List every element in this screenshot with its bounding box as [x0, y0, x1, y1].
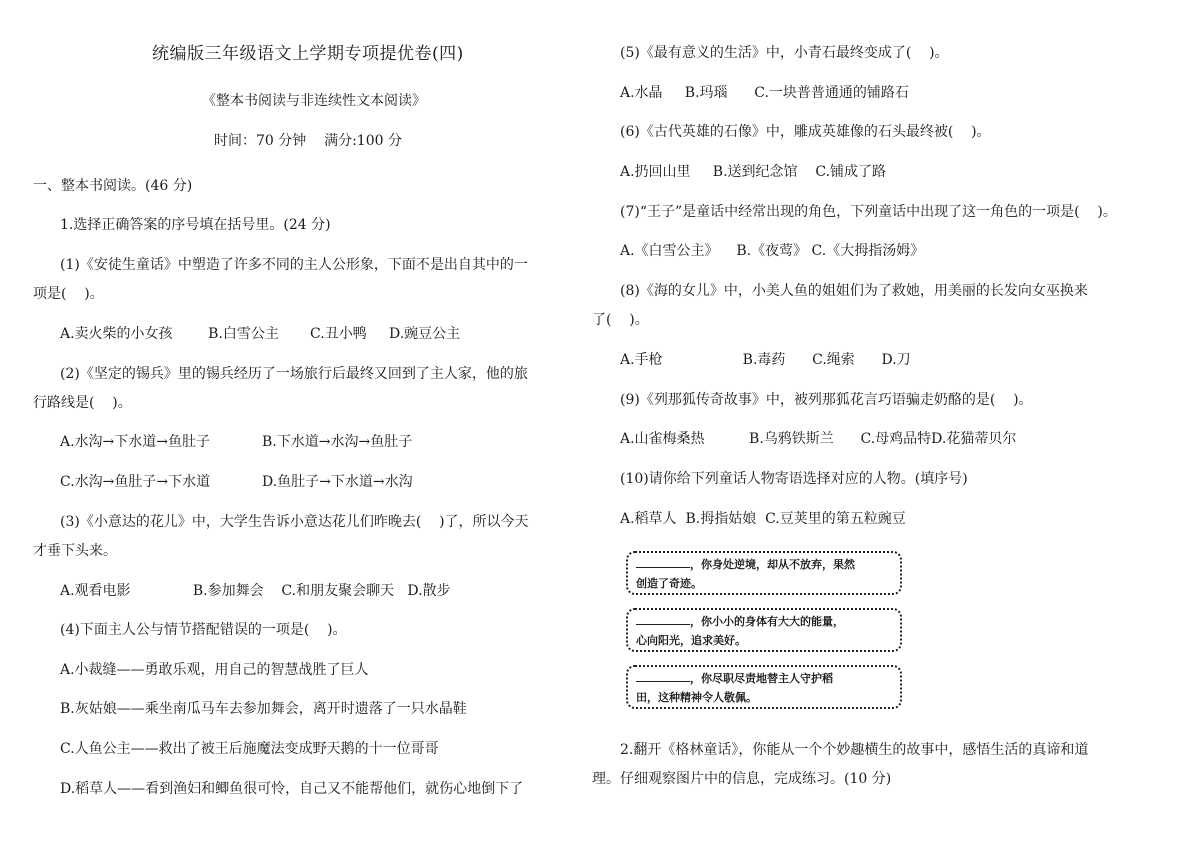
time-info: 时间：70 分钟 满分:100 分: [214, 133, 402, 149]
q9-stem: (9)《列那狐传奇故事》中，被列那狐花言巧语骗走奶酪的是( )。: [620, 392, 1033, 408]
box2-line1: ，你小小的身体有大大的能量，: [690, 615, 844, 628]
q1-options: A.卖火柴的小女孩 B.白雪公主 C.丑小鸭 D.豌豆公主: [60, 326, 461, 342]
message-box-1: [626, 551, 902, 595]
q3-options: A.观看电影 B.参加舞会 C.和朋友聚会聊天 D.散步: [60, 583, 451, 599]
q6-options: A.扔回山里 B.送到纪念馆 C.铺成了路: [620, 164, 887, 180]
q2-section-line1: 2.翻开《格林童话》，你能从一个个妙趣横生的故事中，感悟生活的真谛和道: [620, 742, 1089, 758]
answer-blank[interactable]: [636, 555, 690, 568]
q2-option-d: D.鱼肚子→下水道→水沟: [262, 474, 413, 490]
q8-stem-line2: 了( )。: [592, 312, 649, 328]
page-subtitle: 《整本书阅读与非连续性文本阅读》: [202, 93, 426, 109]
q4-stem: (4)下面主人公与情节搭配错误的一项是( )。: [60, 622, 347, 638]
box1-line1: ，你身处逆境，却从不放弃，果然: [690, 558, 855, 571]
q2-section-line2: 理。仔细观察图片中的信息，完成练习。(10 分): [592, 771, 892, 787]
box3-line2: 田，这种精神令人敬佩。: [636, 691, 757, 704]
q2-stem-line1: (2)《坚定的锡兵》里的锡兵经历了一场旅行后最终又回到了主人家，他的旅: [60, 366, 528, 382]
q4-option-b: B.灰姑娘——乘坐南瓜马车去参加舞会，离开时遗落了一只水晶鞋: [60, 701, 467, 717]
q1-stem-line2: 项是( )。: [33, 286, 104, 302]
q8-options: A.手枪 B.毒药 C.绳索 D.刀: [620, 352, 911, 368]
answer-blank[interactable]: [636, 669, 690, 682]
section-heading: 一、整本书阅读。(46 分): [33, 178, 193, 194]
message-box-3: [626, 665, 902, 709]
q3-stem-line2: 才垂下头来。: [33, 543, 117, 559]
q2-option-c: C.水沟→鱼肚子→下水道: [60, 474, 211, 490]
q4-option-a: A.小裁缝——勇敢乐观，用自己的智慧战胜了巨人: [60, 662, 369, 678]
q3-stem-line1: (3)《小意达的花儿》中，大学生告诉小意达花儿们昨晚去( )了，所以今天: [60, 514, 529, 530]
message-box-2: [626, 608, 902, 652]
q10-options: A.稻草人 B.拇指姑娘 C.豆荚里的第五粒豌豆: [620, 511, 906, 527]
q2-option-b: B.下水道→水沟→鱼肚子: [262, 434, 413, 450]
q10-stem: (10)请你给下列童话人物寄语选择对应的人物。(填序号): [620, 471, 968, 487]
page-title: 统编版三年级语文上学期专项提优卷(四): [152, 44, 464, 64]
q5-stem: (5)《最有意义的生活》中，小青石最终变成了( )。: [620, 45, 949, 61]
answer-blank[interactable]: [636, 612, 690, 625]
box3-line1: ，你尽职尽责地替主人守护稻: [690, 672, 833, 685]
q7-stem: (7)“王子”是童话中经常出现的角色，下列童话中出现了这一角色的一项是( )。: [620, 204, 1117, 220]
q9-options: A.山雀梅桑热 B.乌鸦铁斯兰 C.母鸡品特D.花猫蒂贝尔: [620, 431, 1017, 447]
q4-option-c: C.人鱼公主——救出了被王后施魔法变成野天鹅的十一位哥哥: [60, 741, 439, 757]
q1-stem-line1: (1)《安徒生童话》中塑造了许多不同的主人公形象，下面不是出自其中的一: [60, 257, 528, 273]
box2-line2: 心向阳光，追求美好。: [636, 634, 746, 647]
q2-stem-line2: 行路线是( )。: [33, 395, 132, 411]
q5-options: A.水晶 B.玛瑙 C.一块普普通通的铺路石: [620, 85, 909, 101]
q1-intro: 1.选择正确答案的序号填在括号里。(24 分): [60, 217, 331, 233]
box1-line2: 创造了奇迹。: [636, 577, 702, 590]
q6-stem: (6)《古代英雄的石像》中，雕成英雄像的石头最终被( )。: [620, 124, 991, 140]
q2-option-a: A.水沟→下水道→鱼肚子: [60, 434, 211, 450]
q8-stem-line1: (8)《海的女儿》中，小美人鱼的姐姐们为了救她，用美丽的长发向女巫换来: [620, 283, 1088, 299]
q7-options: A.《白雪公主》 B.《夜莺》 C.《大拇指汤姆》: [620, 243, 925, 259]
q4-option-d: D.稻草人——看到渔妇和鲫鱼很可怜，自己又不能帮他们，就伤心地倒下了: [60, 781, 524, 797]
